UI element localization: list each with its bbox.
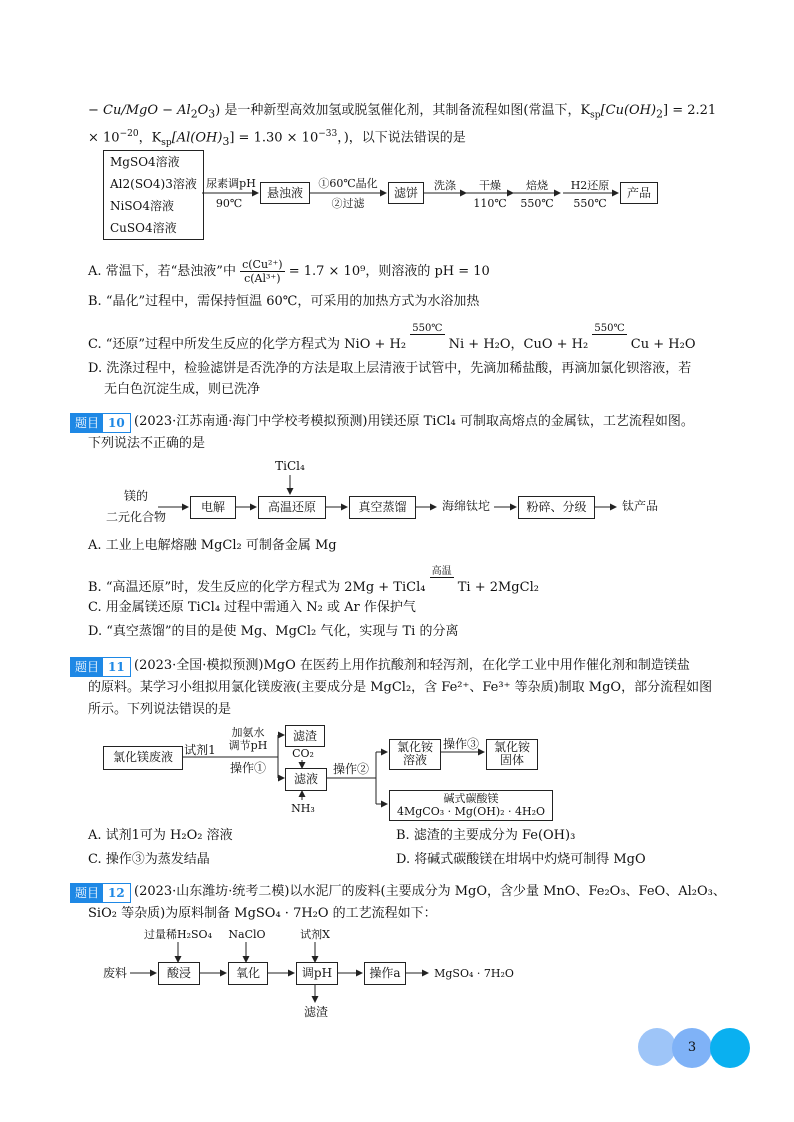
- q9-step3-top: 洗涤: [434, 179, 456, 192]
- q12-tag-label: 题目: [71, 884, 103, 902]
- q11-option-c: C. 操作③为蒸发结晶: [88, 852, 210, 867]
- reagent-3: NiSO4溶液: [110, 199, 175, 213]
- q10-option-b: B. “高温还原”时，发生反应的化学方程式为 2Mg + TiCl₄ 高温 Ti + 2MgCl₂: [88, 566, 539, 595]
- q11-co2-label: CO₂: [292, 747, 314, 760]
- q12-start-label: 废料: [102, 966, 127, 980]
- q10-start-2: 二元化合物: [105, 510, 166, 524]
- q9-step5-top: 焙烧: [526, 179, 548, 192]
- q11-option-b: B. 滤渣的主要成分为 Fe(OH)₃: [396, 828, 576, 843]
- q12-stem-line2: SiO₂ 等杂质)为原料制备 MgSO₄ · 7H₂O 的工艺流程如下：: [88, 906, 437, 921]
- q11-tag-label: 题目: [71, 658, 103, 676]
- q9-step5-bot: 550℃: [520, 197, 554, 210]
- q11-stem-line2: 的原料。某学习小组拟用氯化镁废液(主要成分是 MgCl₂，含 Fe²⁺、Fe³⁺ 等杂质)制取 MgO，部分流程如图: [88, 680, 713, 695]
- q10-end-label: 钛产品: [621, 499, 658, 513]
- q9-option-c: C. “还原”过程中所发生反应的化学方程式为 NiO + H₂ 550℃ Ni + H₂O，CuO + H₂ 550℃ Cu + H₂O: [88, 323, 696, 352]
- q10-start-1: 镁的: [123, 489, 148, 503]
- q11-stem-line1: (2023·全国·模拟预测)MgO 在医药上用作抗酸剂和轻泻剂，在化学工业中用作催化剂和制造镁盐: [134, 658, 690, 673]
- q12-box-leach: 酸浸: [158, 962, 200, 985]
- q10-box-grind: 粉碎、分级: [518, 496, 595, 519]
- q11-tag-number: 11: [108, 660, 125, 674]
- reagent-2: Al2(SO4)3溶液: [110, 177, 197, 191]
- q11-op3: 操作③: [442, 737, 479, 751]
- q9-option-b: B. “晶化”过程中，需保持恒温 60℃，可采用的加热方式为水浴加热: [88, 294, 480, 309]
- q11-box-waste: 氯化镁废液: [103, 746, 183, 770]
- q9-step6-bot: 550℃: [573, 197, 607, 210]
- q11-basic-line2: 4MgCO₃ · Mg(OH)₂ · 4H₂O: [396, 805, 546, 818]
- q12-top1-label: 过量稀H₂SO₄: [144, 928, 212, 941]
- q10-box-reduction: 高温还原: [258, 496, 326, 519]
- q12-top2-label: NaClO: [228, 928, 266, 941]
- q12-stem-line1: (2023·山东潍坊·统考二模)以水泥厂的废料(主要成分为 MgO，含少量 MnO、Fe₂O₃、FeO、Al₂O₃、: [134, 884, 726, 899]
- q10-ticl4-label: TiCl₄: [275, 459, 305, 473]
- q10-stem-line2: 下列说法不正确的是: [88, 436, 206, 451]
- q9-box-product: 产品: [620, 182, 658, 204]
- q9-step1-top: 尿素调pH: [206, 177, 256, 190]
- q11-nh4cl-sol-line2: 溶液: [402, 753, 427, 767]
- q10-stem-line1: (2023·江苏南通·海门中学校考模拟预测)用镁还原 TiCl₄ 可制取高熔点的金属钛，工艺流程如图。: [134, 414, 694, 429]
- q12-box-operation-a: 操作a: [364, 962, 406, 985]
- q12-box-oxidize: 氧化: [228, 962, 268, 985]
- q11-box-filtrate: 滤液: [285, 768, 327, 791]
- q11-op2: 操作②: [332, 762, 369, 776]
- page-circle-right: [710, 1028, 750, 1068]
- q11-nh4cl-solid-line1: 氯化铵: [493, 740, 530, 754]
- q10-option-c: C. 用金属镁还原 TiCl₄ 过程中需通入 N₂ 或 Ar 作保护气: [88, 600, 416, 615]
- q11-reagent1-label: 试剂1: [184, 743, 216, 757]
- q9-box-suspension: 悬浊液: [260, 182, 310, 204]
- q9-step4-bot: 110℃: [473, 197, 507, 210]
- q9-option-d-line1: D. 洗涤过程中，检验滤饼是否洗净的方法是取上层清液于试管中，先滴加稀盐酸，再滴加氯化钡溶液，若: [88, 361, 692, 376]
- q12-tag-number: 12: [108, 886, 125, 900]
- q10-box-distill: 真空蒸馏: [349, 496, 416, 519]
- q9-step4-top: 干燥: [479, 179, 501, 192]
- q11-op1: 操作①: [229, 761, 266, 775]
- reagent-1: MgSO4溶液: [110, 155, 180, 169]
- q11-nh4cl-sol-line1: 氯化铵: [396, 740, 433, 754]
- q9-option-a: A. 常温下，若“悬浊液”中 $\frac{\text{c(Cu²⁺)}}{\text{c(Al³⁺)}}$ = 1.7 × 10⁹，则溶液的 pH = 10: [88, 258, 490, 285]
- q11-nh4cl-solid-line2: 固体: [499, 753, 524, 767]
- page-number: 3: [672, 1028, 712, 1068]
- q9-intro-line2: × $10^{-20}$，$K_{sp}[Al(OH)_3] = 1.30 \times 10^{-33}$，)，以下说法错误的是: [88, 129, 466, 148]
- q9-step2-top: ①60℃晶化: [318, 177, 378, 190]
- q9-box-filtercake: 滤饼: [388, 182, 424, 204]
- q11-nh3-label: NH₃: [291, 802, 315, 815]
- q12-box-adjust-ph: 调pH: [296, 962, 338, 985]
- q10-tag-label: 题目: [71, 414, 103, 432]
- q11-step-a1: 加氨水: [231, 726, 265, 739]
- q10-option-d: D. “真空蒸馏”的目的是使 Mg、MgCl₂ 气化，实现与 Ti 的分离: [88, 624, 459, 639]
- q9-step6-top: H2还原: [570, 179, 610, 192]
- page-circle-left: [638, 1028, 676, 1066]
- q11-box-residue: 滤渣: [285, 725, 325, 747]
- q10-option-a: A. 工业上电解熔融 MgCl₂ 可制备金属 Mg: [88, 538, 337, 553]
- q10-tag-number: 10: [108, 416, 125, 430]
- q10-box-electrolysis: 电解: [190, 496, 236, 519]
- q9-step2-bot: ②过滤: [331, 197, 365, 210]
- q11-stem-line3: 所示。下列说法错误的是: [88, 702, 232, 717]
- q11-option-a: A. 试剂1可为 H₂O₂ 溶液: [88, 828, 233, 843]
- q12-end-label: MgSO₄ · 7H₂O: [434, 967, 514, 980]
- q11-basic-line1: 碱式碳酸镁: [443, 792, 499, 805]
- q10-mid-label: 海绵钛坨: [441, 499, 490, 513]
- q11-option-d: D. 将碱式碳酸镁在坩埚中灼烧可制得 MgO: [396, 852, 646, 867]
- q9-option-d-line2: 无白色沉淀生成，则已洗净: [104, 382, 261, 397]
- q9-step1-bot: 90℃: [215, 197, 243, 210]
- q11-step-a2: 调节pH: [228, 739, 268, 752]
- reagent-4: CuSO4溶液: [110, 221, 177, 235]
- q9-intro-line1: − $Cu/MgO - Al_2O_3$) 是一种新型高效加氢或脱氢催化剂，其制备流程如图(常温下，$K_{sp}[Cu(OH)_2] = 2.21$: [88, 103, 717, 121]
- q12-top3-label: 试剂X: [300, 928, 330, 941]
- q12-bottom-label: 滤渣: [303, 1005, 328, 1019]
